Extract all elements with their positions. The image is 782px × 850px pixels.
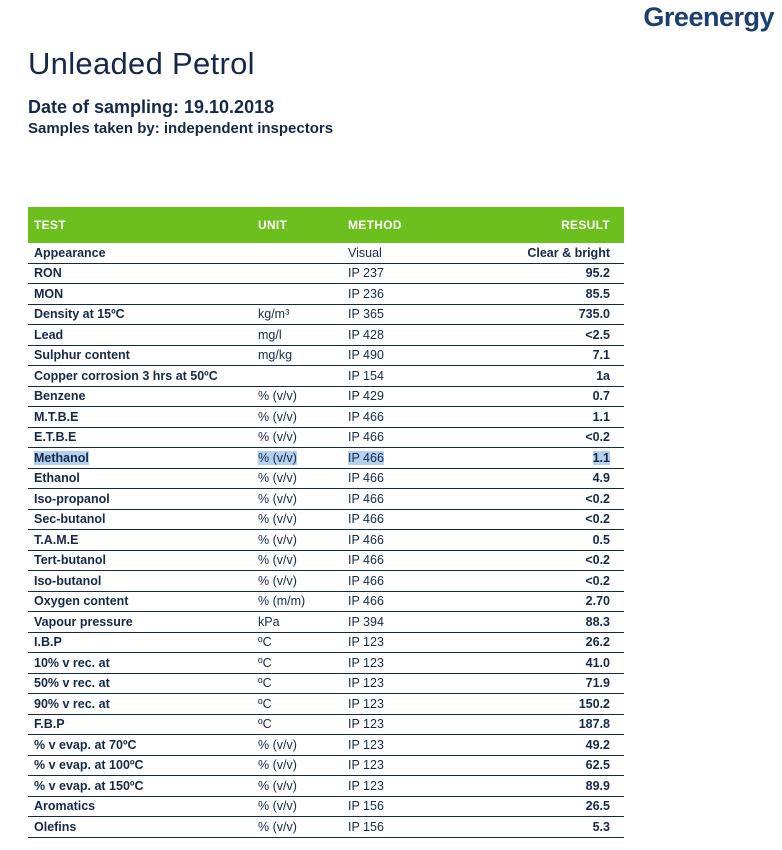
cell-method	[342, 243, 494, 263]
cell-unit	[252, 509, 342, 530]
cell-unit-text: mg/l	[258, 327, 282, 342]
cell-test-text: I.B.P	[34, 635, 62, 650]
cell-unit	[252, 694, 342, 715]
cell-method	[342, 735, 494, 756]
cell-test-text: MON	[34, 286, 64, 301]
cell-test	[28, 735, 252, 756]
cell-method-text: IP 156	[348, 819, 384, 834]
cell-result	[494, 304, 624, 325]
cell-method-text: IP 123	[348, 717, 384, 732]
cell-unit	[252, 530, 342, 551]
cell-method-text: IP 123	[348, 635, 384, 650]
cell-test-text: Sulphur content	[34, 348, 130, 363]
cell-unit-text: % (v/v)	[258, 532, 297, 547]
cell-unit-text: mg/kg	[258, 348, 293, 363]
cell-result	[494, 755, 624, 776]
table-body	[28, 243, 624, 837]
cell-unit-text: kg/m³	[258, 307, 290, 322]
cell-unit	[252, 345, 342, 366]
cell-method	[342, 345, 494, 366]
sampling-date: Date of sampling: 19.10.2018	[28, 97, 275, 117]
cell-unit	[252, 427, 342, 448]
cell-unit-text: % (v/v)	[258, 737, 297, 752]
cell-unit-text: % (v/v)	[258, 471, 297, 486]
table-row	[28, 263, 624, 284]
page-title: Unleaded Petrol	[28, 46, 255, 81]
cell-unit	[252, 735, 342, 756]
cell-unit-text: % (v/v)	[258, 799, 297, 814]
cell-method	[342, 427, 494, 448]
cell-test-text: 10% v rec. at	[34, 655, 110, 670]
cell-unit-text: % (v/v)	[258, 430, 297, 445]
table-row	[28, 304, 624, 325]
table-row	[28, 243, 624, 263]
cell-result	[494, 796, 624, 817]
cell-result-text: 71.9	[585, 676, 610, 691]
sampled-by: Samples taken by: independent inspectors	[28, 120, 334, 137]
cell-unit	[252, 386, 342, 407]
cell-result-text: <0.2	[585, 512, 610, 527]
table-row	[28, 325, 624, 346]
cell-test-text: Iso-propanol	[34, 491, 110, 506]
cell-unit	[252, 796, 342, 817]
table-row	[28, 386, 624, 407]
cell-unit-text: ºC	[258, 676, 272, 691]
cell-test-text: % v evap. at 70ºC	[34, 737, 137, 752]
cell-test	[28, 366, 252, 387]
cell-method-text: IP 466	[348, 471, 384, 486]
cell-result-text: Clear & bright	[527, 245, 610, 260]
cell-unit-text: % (m/m)	[258, 594, 306, 609]
cell-unit	[252, 284, 342, 305]
cell-method	[342, 407, 494, 428]
cell-result	[494, 345, 624, 366]
table-row	[28, 632, 624, 653]
table-row	[28, 284, 624, 305]
cell-result-text: 735.0	[578, 307, 610, 322]
cell-test	[28, 386, 252, 407]
cell-test-text: % v evap. at 100ºC	[34, 758, 144, 773]
table-row	[28, 345, 624, 366]
cell-method	[342, 263, 494, 284]
cell-test-text: Aromatics	[34, 799, 96, 814]
cell-result-text: 5.3	[592, 819, 610, 834]
table-row	[28, 694, 624, 715]
cell-unit-text: % (v/v)	[258, 758, 297, 773]
cell-method	[342, 776, 494, 797]
cell-unit	[252, 263, 342, 284]
cell-result-text: <0.2	[585, 430, 610, 445]
cell-method	[342, 468, 494, 489]
table-row	[28, 591, 624, 612]
cell-test-text: Sec-butanol	[34, 512, 106, 527]
header-unit: UNIT	[252, 207, 342, 243]
table-row	[28, 653, 624, 674]
cell-unit	[252, 571, 342, 592]
cell-method-text: IP 466	[348, 409, 384, 424]
cell-result	[494, 776, 624, 797]
cell-unit	[252, 776, 342, 797]
cell-method	[342, 325, 494, 346]
cell-test	[28, 345, 252, 366]
cell-test	[28, 714, 252, 735]
cell-result-text: 85.5	[585, 286, 610, 301]
cell-test	[28, 530, 252, 551]
cell-test-text: Benzene	[34, 389, 86, 404]
cell-test-text: 50% v rec. at	[34, 676, 110, 691]
header-method: METHOD	[342, 207, 494, 243]
cell-unit-text: % (v/v)	[258, 778, 297, 793]
cell-method	[342, 386, 494, 407]
cell-result	[494, 735, 624, 756]
cell-method-text: IP 123	[348, 737, 384, 752]
cell-unit-text: % (v/v)	[258, 512, 297, 527]
cell-result	[494, 468, 624, 489]
cell-test-text: T.A.M.E	[34, 532, 79, 547]
cell-unit	[252, 243, 342, 263]
cell-method	[342, 673, 494, 694]
cell-unit	[252, 304, 342, 325]
cell-test	[28, 591, 252, 612]
cell-unit	[252, 448, 342, 469]
cell-result	[494, 673, 624, 694]
cell-test	[28, 325, 252, 346]
cell-test	[28, 448, 252, 469]
cell-unit	[252, 612, 342, 633]
cell-unit	[252, 632, 342, 653]
cell-method-text: IP 466	[348, 450, 384, 465]
cell-result	[494, 407, 624, 428]
cell-method	[342, 509, 494, 530]
cell-test-text: Ethanol	[34, 471, 80, 486]
cell-test-text: Appearance	[34, 245, 106, 260]
cell-method	[342, 714, 494, 735]
cell-unit	[252, 673, 342, 694]
cell-result-text: 150.2	[578, 696, 610, 711]
cell-result	[494, 386, 624, 407]
cell-test	[28, 304, 252, 325]
cell-result-text: 0.5	[592, 532, 610, 547]
cell-unit-text: kPa	[258, 614, 280, 629]
cell-unit	[252, 325, 342, 346]
cell-result	[494, 448, 624, 469]
cell-test-text: Tert-butanol	[34, 553, 106, 568]
cell-method-text: IP 466	[348, 532, 384, 547]
cell-test-text: Vapour pressure	[34, 614, 133, 629]
cell-result	[494, 612, 624, 633]
cell-method	[342, 796, 494, 817]
cell-unit	[252, 366, 342, 387]
cell-result	[494, 571, 624, 592]
cell-test-text: Iso-butanol	[34, 573, 102, 588]
cell-result-text: 41.0	[585, 655, 610, 670]
cell-method-text: IP 466	[348, 430, 384, 445]
table-row	[28, 755, 624, 776]
cell-result	[494, 550, 624, 571]
cell-test	[28, 489, 252, 510]
cell-result-text: 4.9	[592, 471, 610, 486]
cell-result-text: 62.5	[585, 758, 610, 773]
cell-unit-text: % (v/v)	[258, 573, 297, 588]
cell-method-text: IP 123	[348, 655, 384, 670]
cell-unit-text: % (v/v)	[258, 491, 297, 506]
cell-test	[28, 755, 252, 776]
cell-method	[342, 612, 494, 633]
cell-test	[28, 284, 252, 305]
cell-result-text: <0.2	[585, 573, 610, 588]
cell-method	[342, 571, 494, 592]
table-row	[28, 817, 624, 838]
cell-result-text: 95.2	[585, 266, 610, 281]
cell-test	[28, 632, 252, 653]
table-row	[28, 468, 624, 489]
cell-result-text: <2.5	[585, 327, 610, 342]
cell-test	[28, 509, 252, 530]
cell-result	[494, 284, 624, 305]
table-row	[28, 427, 624, 448]
cell-test	[28, 673, 252, 694]
cell-unit-text: ºC	[258, 696, 272, 711]
cell-result-text: 0.7	[592, 389, 610, 404]
cell-method-text: IP 466	[348, 594, 384, 609]
table-row	[28, 612, 624, 633]
cell-result	[494, 591, 624, 612]
cell-result	[494, 817, 624, 838]
cell-unit	[252, 653, 342, 674]
cell-result-text: 26.5	[585, 799, 610, 814]
cell-method	[342, 632, 494, 653]
table-header-row	[28, 207, 624, 243]
cell-method	[342, 530, 494, 551]
table-row	[28, 530, 624, 551]
cell-method	[342, 284, 494, 305]
cell-result	[494, 530, 624, 551]
cell-result-text: 7.1	[592, 348, 610, 363]
cell-test	[28, 653, 252, 674]
cell-method-text: Visual	[348, 245, 382, 260]
cell-unit-text: ºC	[258, 655, 272, 670]
cell-method	[342, 694, 494, 715]
cell-result	[494, 427, 624, 448]
cell-test	[28, 796, 252, 817]
cell-test	[28, 550, 252, 571]
cell-result-text: 1.1	[592, 450, 610, 465]
cell-unit	[252, 489, 342, 510]
cell-unit	[252, 468, 342, 489]
cell-test-text: E.T.B.E	[34, 430, 77, 445]
cell-test	[28, 612, 252, 633]
cell-result-text: 26.2	[585, 635, 610, 650]
table-row	[28, 366, 624, 387]
table-row	[28, 407, 624, 428]
cell-test-text: Density at 15ºC	[34, 307, 125, 322]
table-row	[28, 673, 624, 694]
table-row	[28, 571, 624, 592]
cell-method-text: IP 236	[348, 286, 384, 301]
table-row	[28, 489, 624, 510]
cell-test-text: F.B.P	[34, 717, 65, 732]
cell-test	[28, 468, 252, 489]
cell-method	[342, 755, 494, 776]
cell-test	[28, 817, 252, 838]
table-row	[28, 714, 624, 735]
cell-method-text: IP 156	[348, 799, 384, 814]
cell-test-text: 90% v rec. at	[34, 696, 110, 711]
cell-method-text: IP 123	[348, 676, 384, 691]
cell-test	[28, 776, 252, 797]
cell-test-text: Copper corrosion 3 hrs at 50ºC	[34, 368, 218, 383]
cell-method-text: IP 394	[348, 614, 384, 629]
cell-test	[28, 571, 252, 592]
header-test: TEST	[28, 207, 252, 243]
cell-method	[342, 304, 494, 325]
cell-method	[342, 591, 494, 612]
cell-result-text: 1a	[596, 368, 610, 383]
cell-method	[342, 550, 494, 571]
cell-result	[494, 632, 624, 653]
cell-method-text: IP 466	[348, 512, 384, 527]
table-row	[28, 448, 624, 469]
cell-test	[28, 243, 252, 263]
table-row	[28, 550, 624, 571]
cell-method-text: IP 466	[348, 491, 384, 506]
cell-result	[494, 243, 624, 263]
cell-test	[28, 427, 252, 448]
table-row	[28, 509, 624, 530]
cell-method-text: IP 154	[348, 368, 384, 383]
cell-result	[494, 509, 624, 530]
cell-result	[494, 653, 624, 674]
cell-unit	[252, 714, 342, 735]
cell-method-text: IP 237	[348, 266, 384, 281]
cell-test-text: % v evap. at 150ºC	[34, 778, 144, 793]
cell-unit	[252, 817, 342, 838]
cell-result-text: 89.9	[585, 778, 610, 793]
cell-method	[342, 366, 494, 387]
cell-result-text: 1.1	[592, 409, 610, 424]
cell-method-text: IP 123	[348, 696, 384, 711]
cell-result	[494, 366, 624, 387]
cell-unit	[252, 407, 342, 428]
cell-method-text: IP 365	[348, 307, 384, 322]
cell-test	[28, 263, 252, 284]
cell-test-text: Olefins	[34, 819, 77, 834]
cell-method-text: IP 466	[348, 573, 384, 588]
cell-unit	[252, 591, 342, 612]
cell-unit-text: % (v/v)	[258, 389, 297, 404]
cell-result-text: 187.8	[578, 717, 610, 732]
cell-method-text: IP 123	[348, 758, 384, 773]
cell-unit	[252, 550, 342, 571]
table-row	[28, 735, 624, 756]
test-results-table	[28, 207, 624, 838]
cell-method	[342, 448, 494, 469]
cell-method-text: IP 123	[348, 778, 384, 793]
cell-unit	[252, 755, 342, 776]
cell-test-text: RON	[34, 266, 62, 281]
cell-result-text: 88.3	[585, 614, 610, 629]
cell-result	[494, 325, 624, 346]
cell-result-text: <0.2	[585, 491, 610, 506]
cell-unit-text: % (v/v)	[258, 450, 297, 465]
cell-unit-text: % (v/v)	[258, 553, 297, 568]
cell-method-text: IP 490	[348, 348, 384, 363]
greenergy-logo: Greenergy	[643, 2, 774, 32]
header-result: RESULT	[494, 207, 624, 243]
cell-method	[342, 489, 494, 510]
table-row	[28, 776, 624, 797]
cell-method-text: IP 466	[348, 553, 384, 568]
cell-result-text: 49.2	[585, 737, 610, 752]
cell-test-text: Lead	[34, 327, 64, 342]
cell-unit-text: % (v/v)	[258, 409, 297, 424]
cell-result	[494, 694, 624, 715]
cell-unit-text: ºC	[258, 717, 272, 732]
cell-unit-text: % (v/v)	[258, 819, 297, 834]
cell-test-text: Oxygen content	[34, 594, 129, 609]
cell-result	[494, 714, 624, 735]
cell-unit-text: ºC	[258, 635, 272, 650]
cell-result-text: <0.2	[585, 553, 610, 568]
cell-result	[494, 263, 624, 284]
cell-test-text: M.T.B.E	[34, 409, 79, 424]
cell-test-text: Methanol	[34, 450, 89, 465]
cell-test	[28, 694, 252, 715]
cell-method	[342, 817, 494, 838]
cell-method	[342, 653, 494, 674]
table-row	[28, 796, 624, 817]
cell-result	[494, 489, 624, 510]
cell-method-text: IP 429	[348, 389, 384, 404]
cell-result-text: 2.70	[585, 594, 610, 609]
cell-test	[28, 407, 252, 428]
cell-method-text: IP 428	[348, 327, 384, 342]
